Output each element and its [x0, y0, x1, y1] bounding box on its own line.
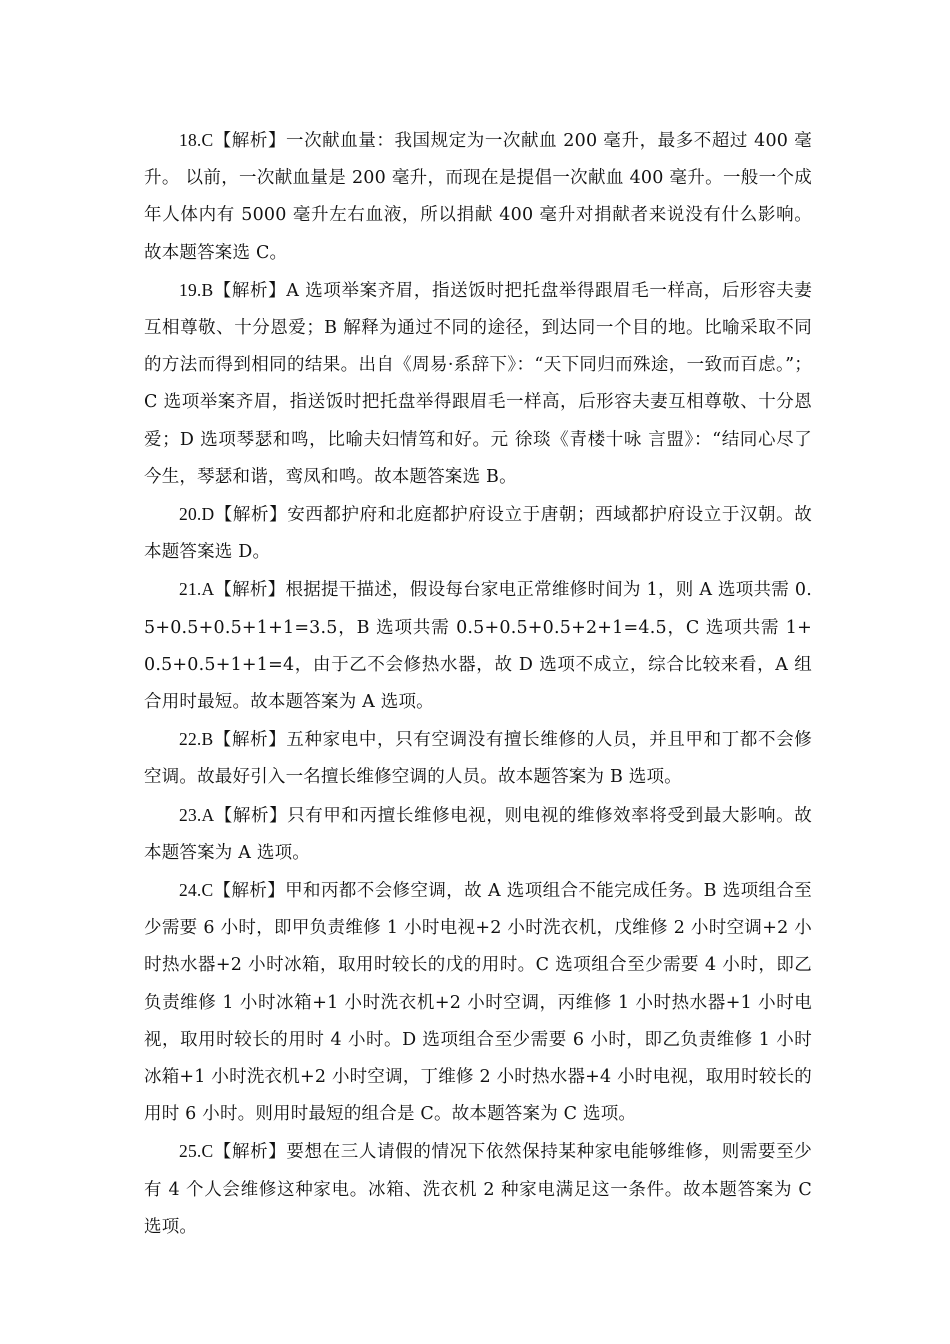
answer-number: 25.C: [179, 1141, 214, 1162]
answer-paragraph-19: [144, 272, 812, 496]
answer-paragraph-25: [144, 1133, 812, 1246]
analysis-body: 安西都护府和北庭都护府设立于唐朝；西域都护府设立于汉朝。故本题答案选 D。: [144, 505, 812, 563]
answer-number: 23.A: [179, 804, 215, 825]
answer-number: 21.A: [179, 579, 215, 600]
answer-number: 24.C: [179, 880, 214, 901]
analysis-tag: 【解析】: [214, 580, 286, 601]
analysis-body: 根据提干描述，假设每台家电正常维修时间为 1，则 A 选项共需 0.5+0.5+0.5+1+1=3.5，B 选项共需 0.5+0.5+0.5+2+1=4.5，C 选项共需 1+0.5+0.5+1+1=4，由于乙不会修热水器，故 D 选项不成立，综合比较来看，A 组合用时最短。故本题答案为 A 选项。: [144, 580, 812, 713]
analysis-body: 要想在三人请假的情况下依然保持某种家电能够维修，则需要至少有 4 个人会维修这种家电。冰箱、洗衣机 2 种家电满足这一条件。故本题答案为 C 选项。: [144, 1142, 812, 1237]
analysis-body: A 选项举案齐眉，指送饭时把托盘举得跟眉毛一样高，后形容夫妻互相尊敬、十分恩爱；B 解释为通过不同的途径，到达同一个目的地。比喻采取不同的方法而得到相同的结果。出自《周易·系辞下》：“天下同归而殊途，一致而百虑。”；C 选项举案齐眉，指送饭时把托盘举得跟眉毛一样高，后形容夫妻互相尊敬、十分恩爱；D 选项琴瑟和鸣，比喻夫妇情笃和好。元 徐琰《青楼十咏 言盟》：“结同心尽了今生，琴瑟和谐，鸾凤和鸣。故本题答案选 B。: [144, 280, 812, 487]
analysis-tag: 【解析】: [213, 280, 287, 301]
analysis-body: 只有甲和丙擅长维修电视，则电视的维修效率将受到最大影响。故本题答案为 A 选项。: [144, 805, 812, 863]
analysis-tag: 【解析】: [213, 730, 287, 751]
analysis-tag: 【解析】: [213, 131, 287, 151]
analysis-tag: 【解析】: [214, 805, 288, 826]
analysis-tag: 【解析】: [213, 1142, 287, 1163]
analysis-body: 五种家电中，只有空调没有擅长维修的人员，并且甲和丁都不会修空调。故最好引入一名擅长维修空调的人员。故本题答案为 B 选项。: [144, 730, 812, 788]
answer-paragraph-21: [144, 571, 812, 721]
analysis-body: 甲和丙都不会修空调，故 A 选项组合不能完成任务。B 选项组合至少需要 6 小时，即甲负责维修 1 小时电视+2 小时洗衣机，戊维修 2 小时空调+2 小时热水器+2 小时冰箱，取用时较长的戊的用时。C 选项组合至少需要 4 小时，即乙负责维修 1 小时冰箱+1 小时洗衣机+2 小时空调，丙维修 1 小时热水器+1 小时电视，取用时较长的用时 4 小时。D 选项组合至少需要 6 小时，即乙负责维修 1 小时冰箱+1 小时洗衣机+2 小时空调，丁维修 2 小时热水器+4 小时电视，取用时较长的用时 6 小时。则用时最短的组合是 C。故本题答案为 C 选项。: [144, 881, 812, 1125]
document-page: [144, 122, 812, 1246]
answer-number: 18.C: [179, 130, 214, 150]
answer-number: 20.D: [179, 504, 215, 525]
answer-paragraph-20: [144, 496, 812, 571]
answer-paragraph-18: [144, 122, 812, 272]
answer-paragraph-22: [144, 721, 812, 796]
analysis-body: 一次献血量：我国规定为一次献血 200 毫升，最多不超过 400 毫升。 以前，一次献血量是 200 毫升，而现在是提倡一次献血 400 毫升。一般一个成年人体内有 5000 毫升左右血液，所以捐献 400 毫升对捐献者来说没有什么影响。故本题答案选 C。: [144, 131, 812, 263]
answer-number: 19.B: [179, 279, 214, 300]
analysis-tag: 【解析】: [214, 505, 288, 526]
answer-number: 22.B: [179, 729, 214, 750]
answer-paragraph-23: [144, 797, 812, 872]
analysis-tag: 【解析】: [213, 881, 286, 902]
answer-paragraph-24: [144, 872, 812, 1133]
